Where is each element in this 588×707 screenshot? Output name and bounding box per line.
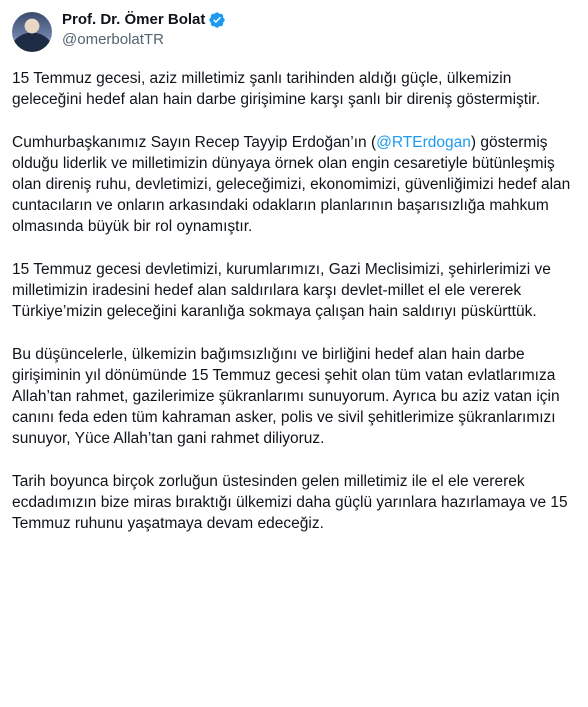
paragraph-text: Cumhurbaşkanımız Sayın Recep Tayyip Erdoğan’ın ( (12, 133, 377, 151)
author-display-name[interactable]: Prof. Dr. Ömer Bolat (62, 11, 206, 28)
avatar[interactable] (12, 12, 52, 52)
author-name-row (62, 10, 226, 30)
tweet-paragraph: 15 Temmuz gecesi, aziz milletimiz şanlı tarihinden aldığı güçle, ülkemizin geleceğini hedef alan hain darbe girişimine karşı şanlı bir direniş göstermiştir. (12, 70, 541, 109)
mention-link[interactable]: @RTErdogan (376, 133, 471, 151)
author-handle[interactable]: @omerbolatTR (62, 31, 164, 48)
tweet-paragraph: Bu düşüncelerle, ülkemizin bağımsızlığını ve birliğini hedef alan hain darbe girişiminin yıl dönümünde 15 Temmuz gecesi şehit olan tüm vatan evlatlarımıza Allah’tan rahmet, gazilerimize şükranlarımı sunuyorum. Ayrıca bu aziz vatan için canını feda eden tüm kahraman asker, polis ve sivil şehitlerimize şükranlarımızı sunuyor, Yüce Allah’tan gani rahmet diliyoruz. (12, 345, 564, 448)
tweet-paragraph (12, 132, 575, 238)
verified-badge-icon (208, 11, 226, 29)
tweet-text (12, 68, 574, 534)
author-info (62, 10, 226, 50)
paragraph-text: ) göstermiş olduğu liderlik ve milletimizin dünyaya örnek olan engin cesaretiyle bütünleşmiş olan direniş ruhu, devletimizi, geleceğimizi, ekonomimizi, güvenliğimizi hedef alan cuntacıların ve onların arkasındaki odakların planlarının başarısızlığa mahkum olmasında büyük bir rol oynamıştır. (12, 133, 575, 236)
tweet-paragraph: 15 Temmuz gecesi devletimizi, kurumlarımızı, Gazi Meclisimizi, şehirlerimizi ve milletimizin iradesini hedef alan saldırılara karşı devlet-millet el ele vererek Türkiye’mizin geleceğini karanlığa sokmaya çalışan hain saldırıyı püskürttük. (12, 260, 556, 321)
tweet-paragraph: Tarih boyunca birçok zorluğun üstesinden gelen milletimiz ile el ele vererek ecdadımızın bize miras bıraktığı ülkemizi daha güçlü yarınlara hazırlamaya ve 15 Temmuz ruhunu yaşatmaya devam edeceğiz. (12, 472, 572, 533)
tweet-header (12, 0, 574, 62)
